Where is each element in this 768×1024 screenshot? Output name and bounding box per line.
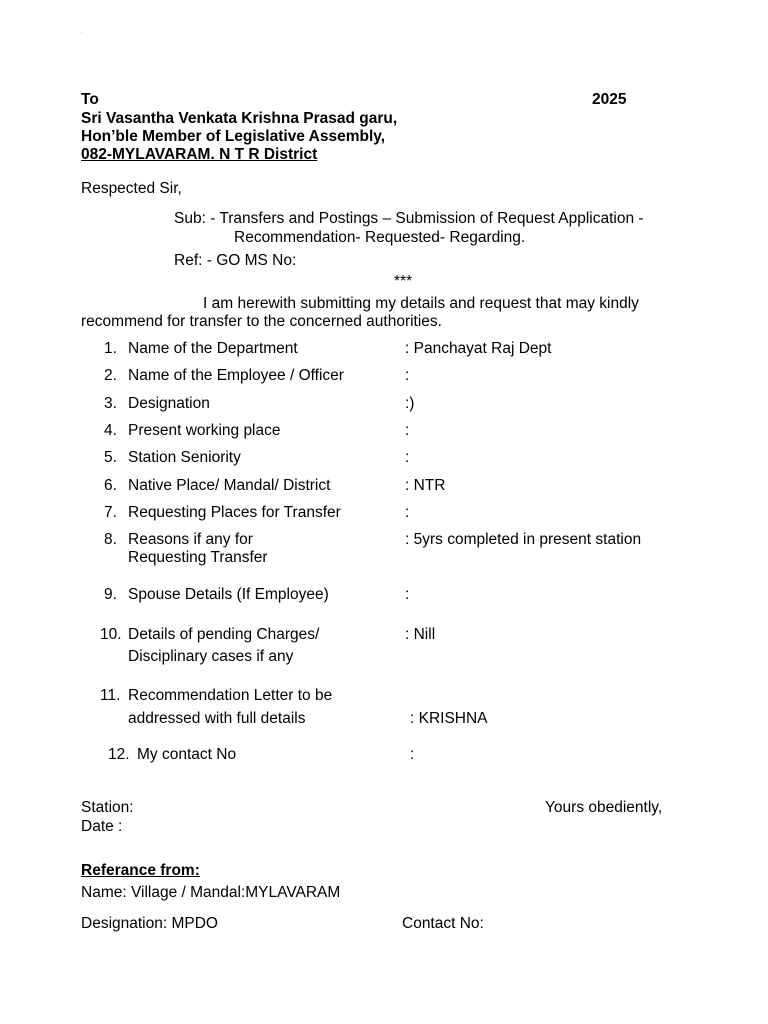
year: 2025: [592, 91, 627, 108]
item-value: :: [405, 504, 410, 521]
item-label: Station Seniority: [128, 449, 241, 466]
item-number: 11.: [100, 687, 121, 704]
item-value: :: [405, 422, 410, 439]
item-number: 12.: [108, 746, 130, 763]
item-value: : Nill: [405, 626, 436, 643]
item-label: Details of pending Charges/: [128, 626, 320, 643]
reference-line: Ref: - GO MS No:: [174, 252, 297, 269]
item-label: Requesting Places for Transfer: [128, 504, 341, 521]
intro-line-1: I am herewith submitting my details and request that may kindly: [203, 295, 639, 312]
item-label: Native Place/ Mandal/ District: [128, 477, 331, 494]
addressee-title: Hon’ble Member of Legislative Assembly,: [81, 128, 386, 145]
item-number: 9.: [104, 586, 117, 603]
item-number: 5.: [104, 449, 117, 466]
item-number: 3.: [104, 395, 117, 412]
date-label: Date :: [81, 818, 123, 835]
item-label-continued: Requesting Transfer: [128, 549, 268, 566]
referance-contact: Contact No:: [402, 915, 484, 932]
item-label: Recommendation Letter to be: [128, 687, 333, 704]
to-label: To: [81, 91, 99, 108]
item-number: 7.: [104, 504, 117, 521]
item-label-continued: Disciplinary cases if any: [128, 648, 294, 665]
item-number: 1.: [104, 340, 117, 357]
item-number: 8.: [104, 531, 117, 548]
item-number: 4.: [104, 422, 117, 439]
item-label-continued: addressed with full details: [128, 710, 306, 727]
item-label: Designation: [128, 395, 210, 412]
item-label: Reasons if any for: [128, 531, 253, 548]
item-label: Name of the Department: [128, 340, 298, 357]
item-value: : NTR: [405, 477, 446, 494]
addressee-name: Sri Vasantha Venkata Krishna Prasad garu,: [81, 110, 398, 127]
item-label: Spouse Details (If Employee): [128, 586, 329, 603]
item-value: : KRISHNA: [410, 710, 488, 727]
intro-line-2: recommend for transfer to the concerned authorities.: [81, 313, 442, 330]
item-number: 6.: [104, 477, 117, 494]
subject-line-1: Sub: - Transfers and Postings – Submission of Request Application -: [174, 210, 644, 227]
item-label: Present working place: [128, 422, 281, 439]
item-value: :: [410, 746, 415, 763]
referance-name-line: Name: Village / Mandal:MYLAVARAM: [81, 884, 341, 901]
item-value: : 5yrs completed in present station: [405, 531, 642, 548]
item-value: :: [405, 367, 410, 384]
item-value: :: [405, 449, 410, 466]
station-label: Station:: [81, 799, 134, 816]
separator-stars: ***: [394, 273, 413, 290]
item-value: : Panchayat Raj Dept: [405, 340, 552, 357]
yours-obediently: Yours obediently,: [545, 799, 663, 816]
referance-designation: Designation: MPDO: [81, 915, 218, 932]
item-label: My contact No: [137, 746, 237, 763]
addressee-constituency: 082-MYLAVARAM. N T R District: [81, 146, 318, 163]
item-value: :: [405, 586, 410, 603]
referance-heading: Referance from:: [81, 862, 200, 879]
salutation: Respected Sir,: [81, 180, 182, 197]
subject-line-2: Recommendation- Requested- Regarding.: [234, 229, 526, 246]
stray-mark: ·: [80, 30, 82, 36]
item-value: :): [405, 395, 415, 412]
item-number: 10.: [100, 626, 122, 643]
item-label: Name of the Employee / Officer: [128, 367, 344, 384]
item-number: 2.: [104, 367, 117, 384]
